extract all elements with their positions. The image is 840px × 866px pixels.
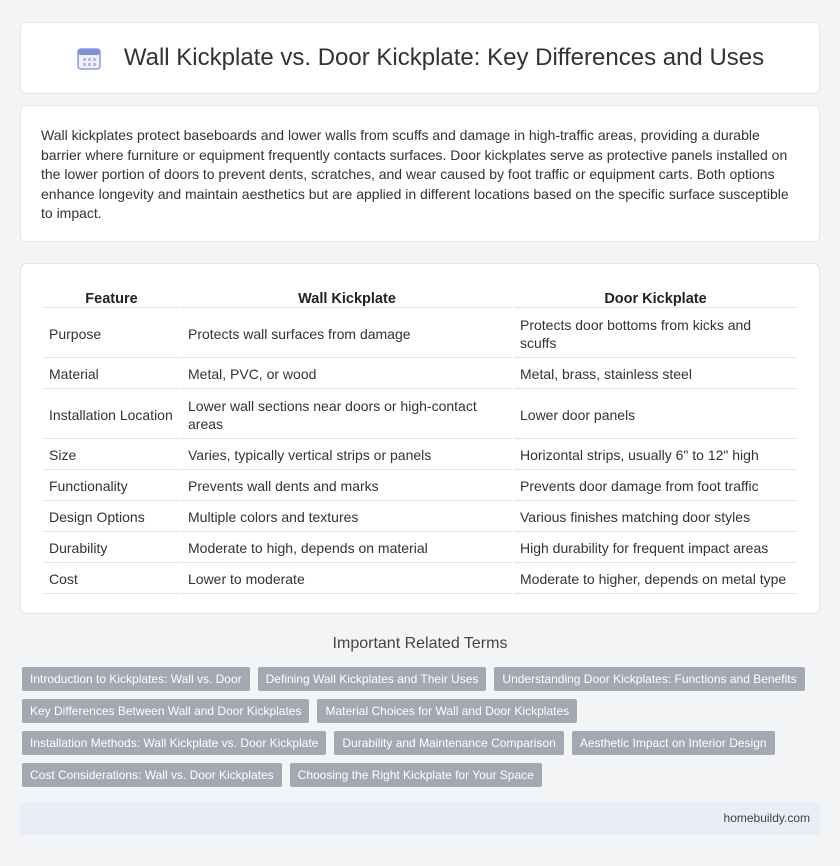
table-cell: Multiple colors and textures (182, 503, 512, 532)
table-cell: Horizontal strips, usually 6" to 12" high (514, 441, 797, 470)
table-row (43, 534, 797, 563)
comparison-table (41, 284, 799, 596)
related-term-tag[interactable]: Durability and Maintenance Comparison (334, 731, 563, 755)
table-cell: Protects door bottoms from kicks and scuffs (514, 310, 797, 358)
intro-paragraph: Wall kickplates protect baseboards and lower walls from scuffs and damage in high-traffic areas, providing a durable barrier where furniture or equipment frequently contacts surfaces. Door kickplates serve as protective panels installed on the lower portion of doors to prevent dents, scratches, and wear caused by foot traffic or equipment carts. Both options enhance longevity and maintain aesthetics but are applied in different locations based on the specific surface susceptible to impact. (41, 127, 789, 221)
table-cell: Cost (43, 565, 180, 594)
related-term-tag[interactable]: Defining Wall Kickplates and Their Uses (258, 667, 487, 691)
table-cell: High durability for frequent impact areas (514, 534, 797, 563)
table-row (43, 565, 797, 594)
table-cell: Metal, PVC, or wood (182, 360, 512, 389)
table-row (43, 310, 797, 358)
related-term-tag[interactable]: Key Differences Between Wall and Door Kickplates (22, 699, 309, 723)
table-cell: Purpose (43, 310, 180, 358)
related-term-tag[interactable]: Material Choices for Wall and Door Kickplates (317, 699, 577, 723)
table-cell: Design Options (43, 503, 180, 532)
table-cell: Durability (43, 534, 180, 563)
table-cell: Varies, typically vertical strips or panels (182, 441, 512, 470)
table-cell: Material (43, 360, 180, 389)
table-cell: Prevents wall dents and marks (182, 472, 512, 501)
table-header-row (43, 286, 797, 308)
related-term-tag[interactable]: Aesthetic Impact on Interior Design (572, 731, 775, 755)
table-cell: Metal, brass, stainless steel (514, 360, 797, 389)
table-row (43, 503, 797, 532)
footer-site-link[interactable]: homebuildy.com (723, 811, 810, 825)
table-cell: Lower wall sections near doors or high-contact areas (182, 391, 512, 439)
header-wall-kickplate: Wall Kickplate (182, 286, 512, 308)
table-row (43, 472, 797, 501)
title-card (20, 22, 820, 94)
related-term-tag[interactable]: Cost Considerations: Wall vs. Door Kickplates (22, 763, 282, 787)
table-cell: Size (43, 441, 180, 470)
related-terms-heading: Important Related Terms (332, 635, 508, 652)
table-cell: Installation Location (43, 391, 180, 439)
table-cell: Prevents door damage from foot traffic (514, 472, 797, 501)
footer (20, 802, 820, 835)
related-term-tag[interactable]: Choosing the Right Kickplate for Your Space (290, 763, 542, 787)
table-cell: Lower door panels (514, 391, 797, 439)
related-term-tag[interactable]: Installation Methods: Wall Kickplate vs. Door Kickplate (22, 731, 326, 755)
table-cell: Protects wall surfaces from damage (182, 310, 512, 358)
related-term-tag[interactable]: Understanding Door Kickplates: Functions and Benefits (494, 667, 804, 691)
calendar-icon (76, 45, 102, 71)
header-door-kickplate: Door Kickplate (514, 286, 797, 308)
header-feature: Feature (43, 286, 180, 308)
page-title: Wall Kickplate vs. Door Kickplate: Key Differences and Uses (123, 44, 765, 71)
comparison-table-card (20, 263, 820, 614)
table-row (43, 391, 797, 439)
table-cell: Various finishes matching door styles (514, 503, 797, 532)
intro-card (20, 105, 820, 242)
table-row (43, 360, 797, 389)
table-cell: Functionality (43, 472, 180, 501)
table-cell: Lower to moderate (182, 565, 512, 594)
table-cell: Moderate to high, depends on material (182, 534, 512, 563)
table-row (43, 441, 797, 470)
related-terms-list (22, 667, 822, 795)
related-term-tag[interactable]: Introduction to Kickplates: Wall vs. Door (22, 667, 250, 691)
table-cell: Moderate to higher, depends on metal type (514, 565, 797, 594)
